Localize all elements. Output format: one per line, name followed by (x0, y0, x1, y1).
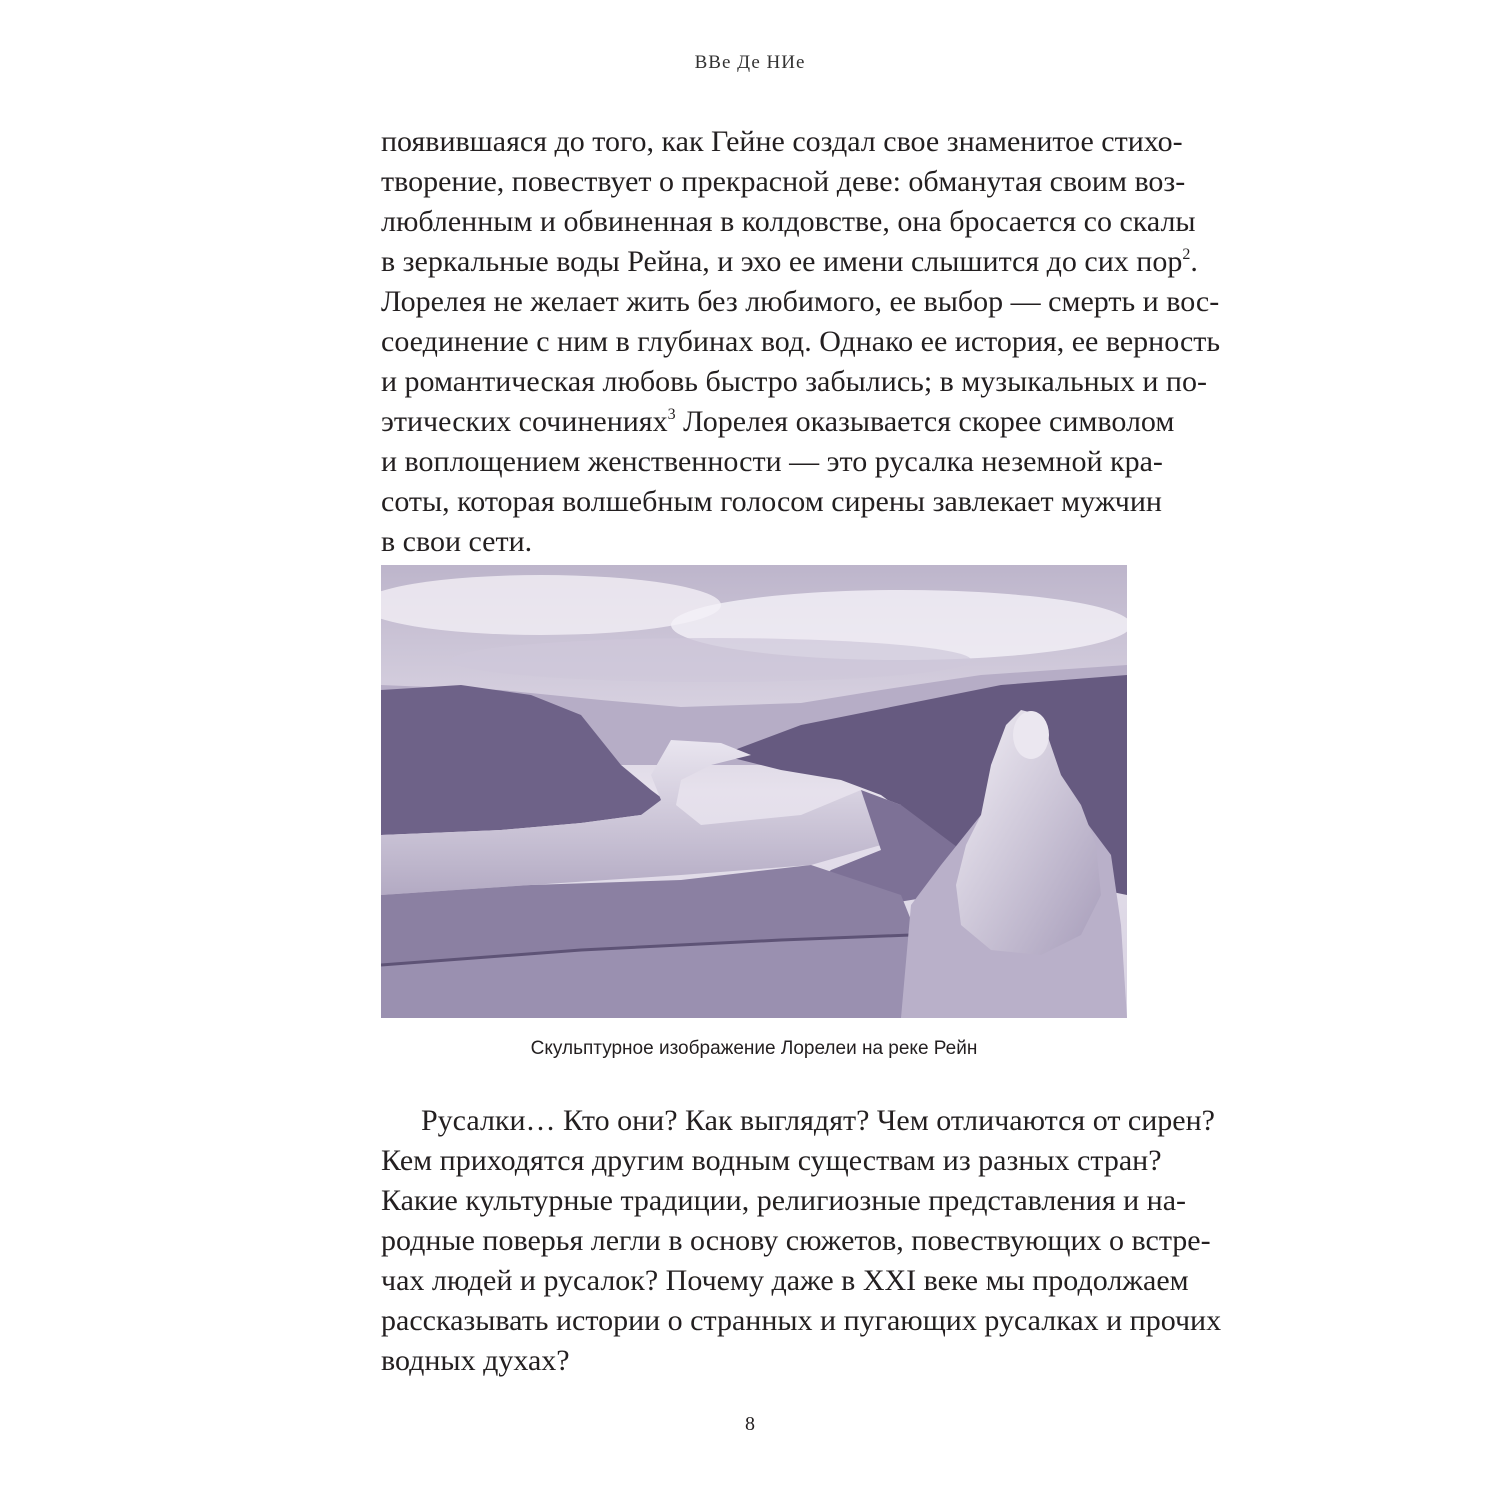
text-line: в свои сети. (381, 525, 533, 558)
cloud (451, 638, 971, 682)
footnote-ref-3[interactable]: 3 (667, 406, 676, 423)
text-line: водных духах? (381, 1344, 570, 1377)
figure-caption: Скульптурное изображение Лорелеи на реке Рейн (530, 1038, 978, 1059)
rhine-lorelei-photo (381, 565, 1127, 1018)
statue-head (1013, 711, 1049, 759)
text-line: соединение с ним в глубинах вод. Однако ее история, ее верность (381, 325, 1221, 358)
text-fragment: в зеркальные воды Рейна, и эхо ее имени слышится до сих пор (381, 245, 1183, 278)
text-fragment: Лорелея оказывается скорее символом (675, 405, 1175, 438)
photo-illustration (381, 565, 1127, 1018)
text-line: Какие культурные традиции, религиозные представления и на- (381, 1184, 1187, 1217)
text-fragment: . (1190, 245, 1198, 278)
text-line-with-note (381, 242, 1198, 282)
text-line-with-note (381, 402, 1175, 442)
running-head: ВВе Де НИе (694, 52, 806, 73)
text-line: творение, повествует о прекрасной деве: обманутая своим воз- (381, 165, 1186, 198)
text-line: соты, которая волшебным голосом сирены завлекает мужчин (381, 485, 1162, 518)
text-line: и романтическая любовь быстро забылись; в музыкальных и по- (381, 365, 1207, 398)
text-line: Русалки… Кто они? Как выглядят? Чем отличаются от сирен? (421, 1104, 1215, 1137)
text-line: и воплощением женственности — это русалка неземной кра- (381, 445, 1163, 478)
text-line: Кем приходятся другим водным существам из разных стран? (381, 1144, 1162, 1177)
paragraph-2 (381, 1101, 1222, 1381)
text-line: Лорелея не желает жить без любимого, ее выбор — смерть и вос- (381, 285, 1220, 318)
text-line: рассказывать истории о странных и пугающих русалках и прочих (381, 1304, 1222, 1337)
text-line: чах людей и русалок? Почему даже в XXI веке мы продолжаем (381, 1264, 1189, 1297)
footnote-ref-2[interactable]: 2 (1182, 246, 1191, 263)
text-line: появившаяся до того, как Гейне создал свое знаменитое стихо- (381, 125, 1183, 158)
page-number: 8 (745, 1413, 755, 1435)
text-line: родные поверья легли в основу сюжетов, повествующих о встре- (381, 1224, 1211, 1257)
paragraph-1 (381, 122, 1221, 562)
text-line: любленным и обвиненная в колдовстве, она бросается со скалы (381, 205, 1196, 238)
text-fragment: этических сочинениях (381, 405, 668, 438)
